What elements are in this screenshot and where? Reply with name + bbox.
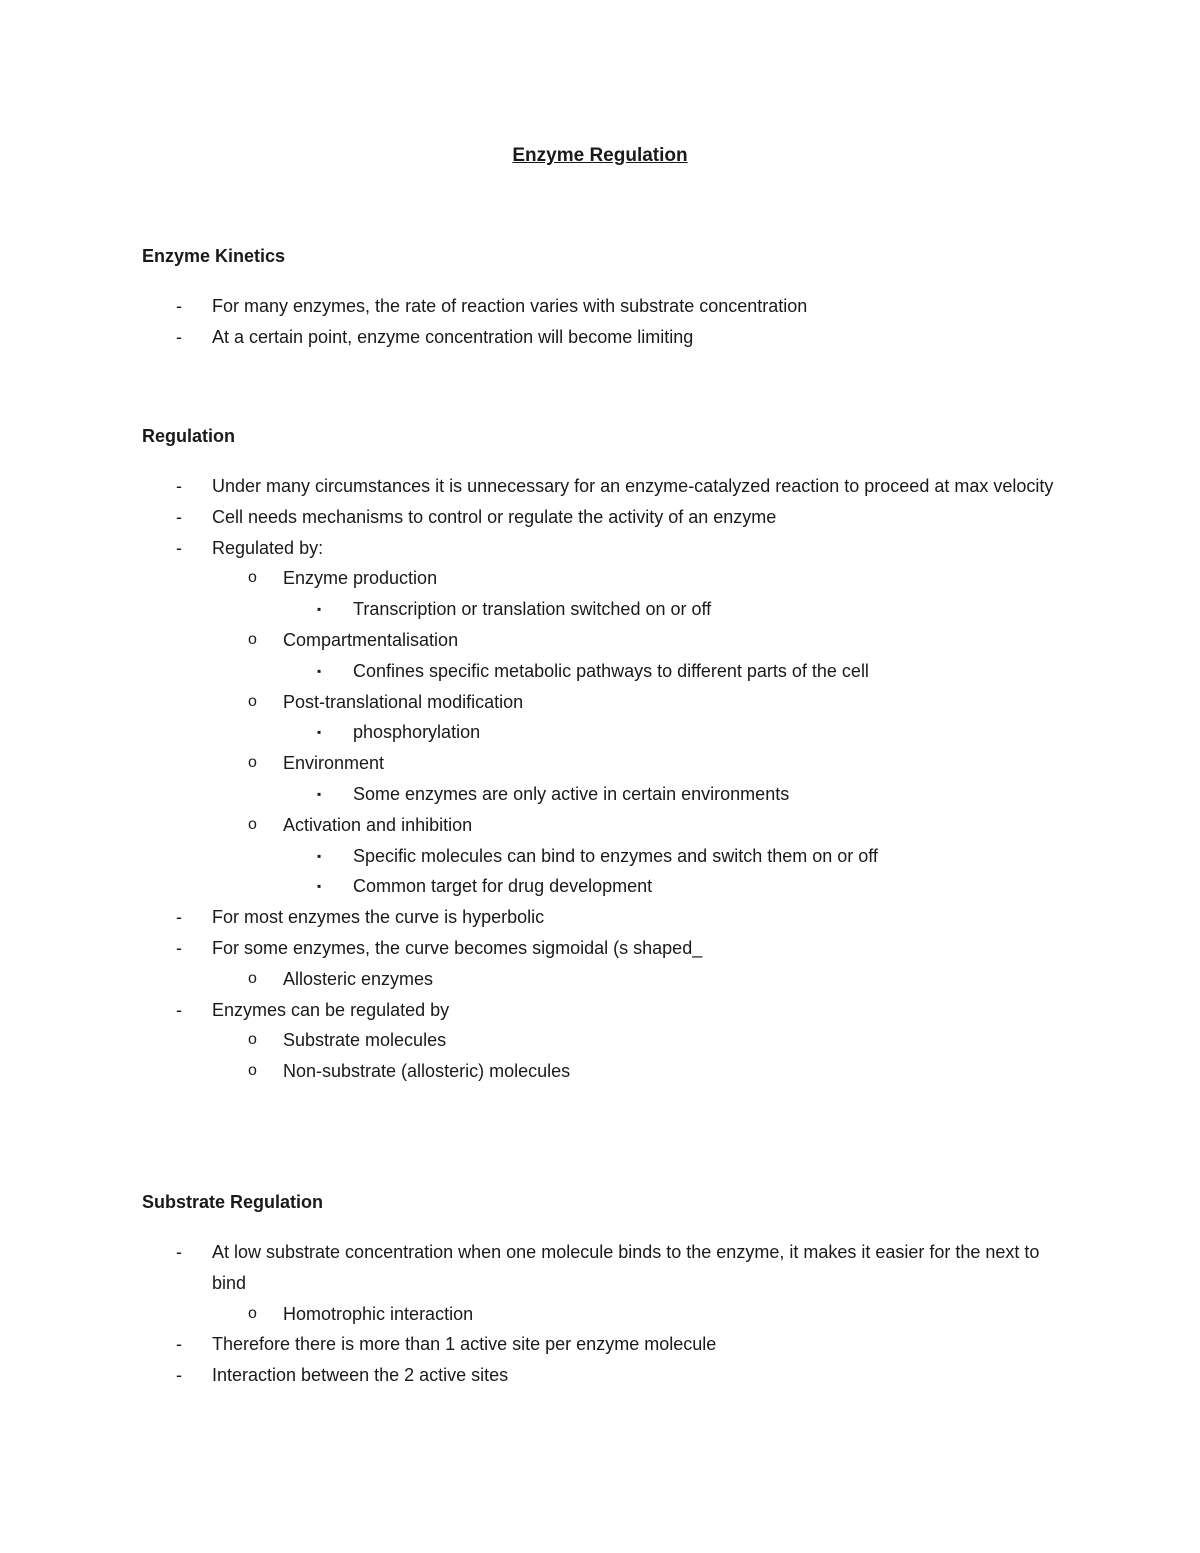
circle-bullet: o	[248, 1031, 257, 1049]
square-bullet: ▪	[317, 663, 322, 678]
dash-bullet: -	[176, 907, 182, 928]
section-enzyme-kinetics	[142, 243, 1082, 353]
dash-bullet: -	[176, 1242, 182, 1262]
dash-bullet: -	[176, 296, 182, 316]
square-bullet: ▪	[317, 879, 322, 894]
circle-bullet: o	[248, 569, 257, 587]
list-item: o Post-translational modification	[142, 687, 1082, 718]
list-item: - Enzymes can be regulated by	[142, 995, 1082, 1026]
circle-bullet: o	[248, 692, 257, 710]
section-heading: Regulation	[142, 426, 235, 446]
section-substrate-regulation	[142, 1189, 1082, 1391]
list-item: o Activation and inhibition	[142, 810, 1082, 841]
dash-bullet: -	[176, 937, 182, 958]
circle-bullet: o	[248, 754, 257, 772]
circle-bullet: o	[248, 1304, 257, 1322]
list-item: - For some enzymes, the curve becomes sigmoidal (s shaped_	[142, 933, 1082, 964]
list-item: - At a certain point, enzyme concentration will become limiting	[142, 322, 1082, 353]
list-item: - For many enzymes, the rate of reaction varies with substrate concentration	[142, 291, 1082, 322]
dash-bullet: -	[176, 537, 182, 558]
list-item: ▪ Common target for drug development	[142, 871, 1082, 902]
bullet-list	[142, 291, 1082, 353]
square-bullet: ▪	[317, 725, 322, 740]
list-item: ▪ Confines specific metabolic pathways to different parts of the cell	[142, 656, 1082, 687]
bullet-list	[142, 1237, 1082, 1391]
square-bullet: ▪	[317, 602, 322, 617]
circle-bullet: o	[248, 1062, 257, 1080]
list-item: o Homotrophic interaction	[142, 1299, 1082, 1330]
list-item: ▪ Transcription or translation switched on or off	[142, 594, 1082, 625]
square-bullet: ▪	[317, 786, 322, 801]
square-bullet: ▪	[317, 848, 322, 863]
list-item: - Interaction between the 2 active sites	[142, 1360, 1082, 1391]
section-regulation	[142, 423, 1082, 1087]
section-heading: Enzyme Kinetics	[142, 246, 286, 266]
circle-bullet: o	[248, 815, 257, 833]
list-item: - Under many circumstances it is unnecessary for an enzyme-catalyzed reaction to proceed at max velocity	[142, 471, 1082, 502]
section-heading: Substrate Regulation	[142, 1192, 324, 1212]
list-item: - Therefore there is more than 1 active site per enzyme molecule	[142, 1329, 1082, 1360]
list-item: - Cell needs mechanisms to control or regulate the activity of an enzyme	[142, 502, 1082, 533]
list-item: o Allosteric enzymes	[142, 964, 1082, 995]
circle-bullet: o	[248, 630, 257, 648]
list-item: ▪ phosphorylation	[142, 717, 1082, 748]
bullet-list	[142, 471, 1082, 1087]
dash-bullet: -	[176, 1365, 182, 1386]
document-title: Enzyme Regulation	[512, 145, 688, 166]
dash-bullet: -	[176, 1334, 182, 1355]
dash-bullet: -	[176, 506, 182, 527]
dash-bullet: -	[176, 999, 182, 1020]
list-item: o Enzyme production	[142, 563, 1082, 594]
list-item: - For most enzymes the curve is hyperbolic	[142, 902, 1082, 933]
list-item: o Environment	[142, 748, 1082, 779]
dash-bullet: -	[176, 476, 182, 496]
list-item: - At low substrate concentration when one molecule binds to the enzyme, it makes it easier for the next to bind	[142, 1237, 1082, 1299]
list-item: o Compartmentalisation	[142, 625, 1082, 656]
list-item: o Non-substrate (allosteric) molecules	[142, 1056, 1082, 1087]
list-item: ▪ Specific molecules can bind to enzymes and switch them on or off	[142, 841, 1082, 872]
list-item: ▪ Some enzymes are only active in certain environments	[142, 779, 1082, 810]
list-item: o Substrate molecules	[142, 1025, 1082, 1056]
dash-bullet: -	[176, 326, 182, 347]
list-item: - Regulated by:	[142, 533, 1082, 564]
circle-bullet: o	[248, 969, 257, 987]
